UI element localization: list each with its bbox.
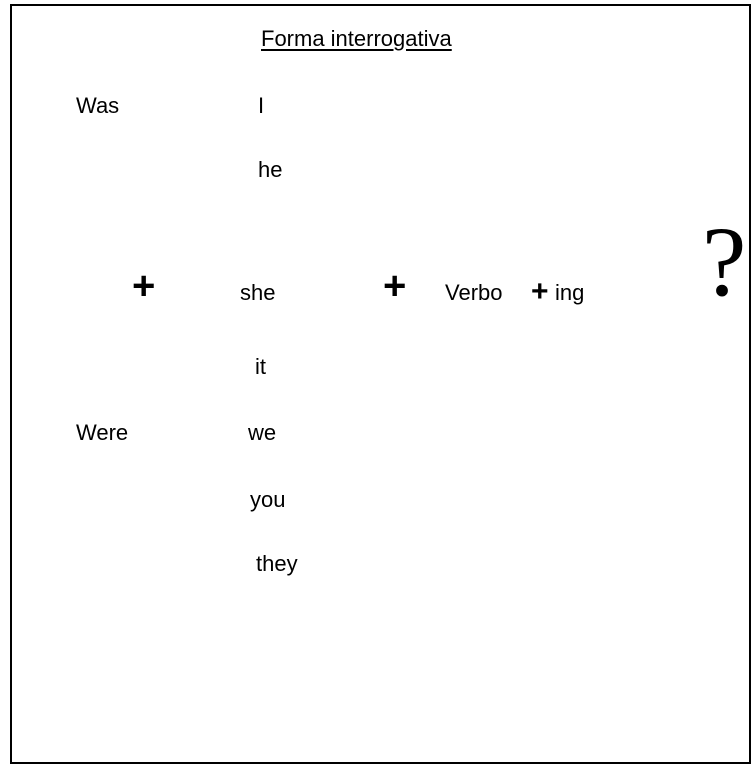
plus-sign-small: + [531, 275, 549, 308]
pronoun-we: we [248, 420, 277, 445]
page-title: Forma interrogativa [261, 26, 452, 51]
question-mark-icon: ? [702, 206, 747, 317]
pronoun-he: he [258, 157, 283, 182]
ing-label: ing [555, 280, 585, 305]
plus-sign-middle: + [383, 264, 407, 308]
auxiliary-was: Was [76, 93, 120, 118]
auxiliary-were: Were [76, 420, 129, 445]
pronoun-they: they [256, 551, 298, 576]
pronoun-you: you [250, 487, 286, 512]
verb-label: Verbo [445, 280, 503, 305]
pronoun-i: I [258, 93, 265, 118]
pronoun-she: she [240, 280, 276, 305]
pronoun-it: it [255, 354, 266, 379]
document-frame [10, 4, 751, 764]
plus-sign-left: + [132, 264, 156, 308]
